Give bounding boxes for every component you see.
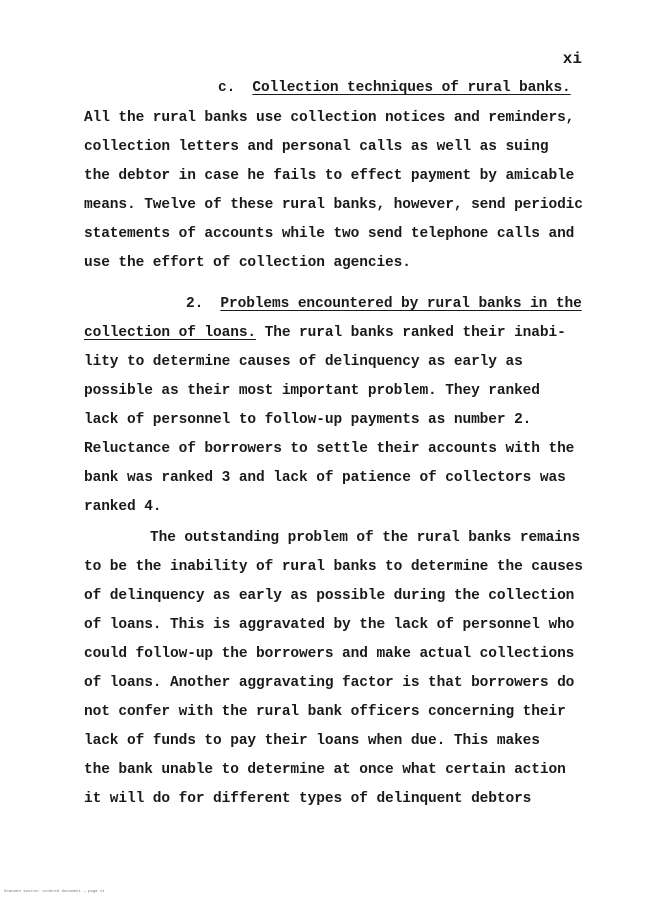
text-line: it will do for different types of delinquent debtors	[84, 791, 532, 807]
text-line: The outstanding problem of the rural banks remains	[150, 530, 581, 546]
section-2-heading: Problems encountered by rural banks in the	[220, 296, 582, 312]
text-line: All the rural banks use collection notices and reminders,	[84, 110, 575, 126]
text-line: of loans. Another aggravating factor is that borrowers do	[84, 675, 575, 691]
text-line: ranked 4.	[84, 499, 162, 515]
text-line: lack of funds to pay their loans when due. This makes	[84, 733, 540, 749]
text-line: the bank unable to determine at once what certain action	[84, 762, 566, 778]
text-line: could follow-up the borrowers and make actual collections	[84, 646, 575, 662]
text-line: the debtor in case he fails to effect payment by amicable	[84, 168, 575, 184]
section-2-heading-line-2	[84, 325, 566, 341]
text-line: possible as their most important problem. They ranked	[84, 383, 540, 399]
text-line: bank was ranked 3 and lack of patience of collectors was	[84, 470, 566, 486]
text-line: to be the inability of rural banks to determine the causes	[84, 559, 583, 575]
text-line: of loans. This is aggravated by the lack of personnel who	[84, 617, 575, 633]
section-2-heading-line	[186, 296, 582, 312]
section-2-label: 2.	[186, 296, 204, 312]
text-line: statements of accounts while two send telephone calls and	[84, 226, 575, 242]
text-fragment: The rural banks ranked their inabi-	[256, 325, 566, 341]
text-line: Reluctance of borrowers to settle their accounts with the	[84, 441, 575, 457]
text-line: collection letters and personal calls as well as suing	[84, 139, 549, 155]
text-line: means. Twelve of these rural banks, however, send periodic	[84, 197, 583, 213]
text-line: lity to determine causes of delinquency as early as	[84, 354, 523, 370]
text-line: of delinquency as early as possible during the collection	[84, 588, 575, 604]
text-line: not confer with the rural bank officers concerning their	[84, 704, 566, 720]
section-c-label: c.	[218, 80, 236, 96]
text-line: use the effort of collection agencies.	[84, 255, 411, 271]
section-c-heading: Collection techniques of rural banks.	[252, 80, 571, 96]
section-2-heading-continued: collection of loans.	[84, 325, 257, 341]
text-line: lack of personnel to follow-up payments as number 2.	[84, 412, 532, 428]
page-number: xi	[562, 50, 582, 68]
scan-footer-mark: Scanned source: ordered document — page xi	[4, 890, 105, 894]
section-c-heading-line	[218, 80, 571, 96]
